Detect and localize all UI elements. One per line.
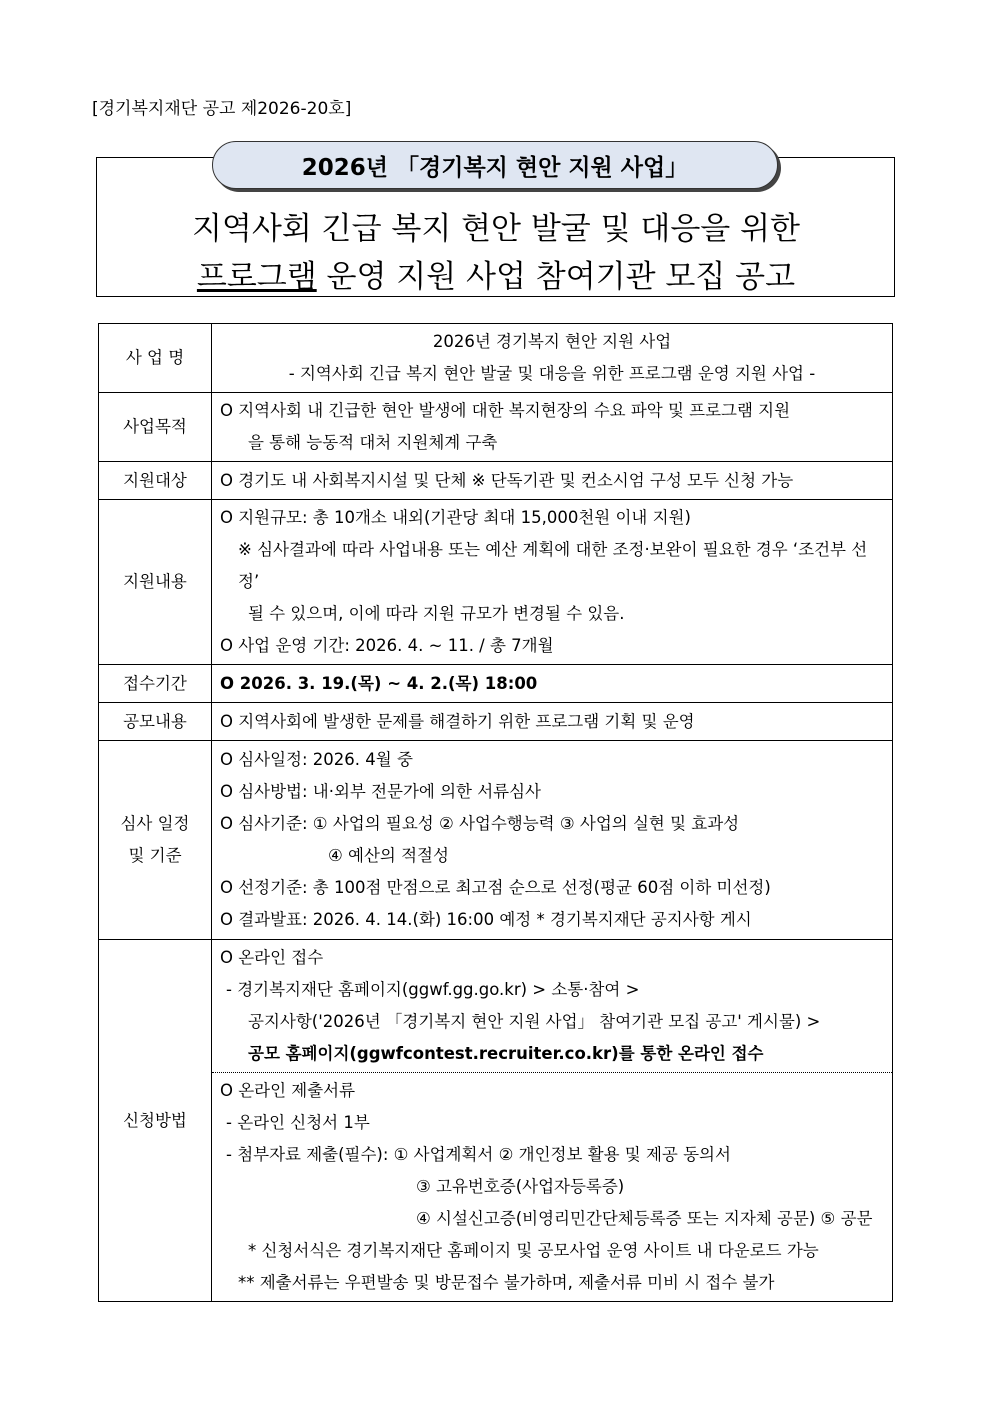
value (212, 324, 893, 393)
label: 사 업 명 (99, 324, 212, 393)
text: - 경기복지재단 홈페이지(ggwf.gg.go.kr) > 소통·참여 > (226, 980, 640, 999)
text: - 온라인 신청서 1부 (226, 1113, 370, 1132)
row-review (99, 741, 893, 940)
row-target (99, 462, 893, 500)
text: O 심사방법: 내·외부 전문가에 의한 서류심사 (220, 782, 541, 801)
text: O 온라인 제출서류 (220, 1081, 356, 1100)
online-submission (212, 940, 892, 1072)
value (212, 393, 893, 462)
row-topic (99, 703, 893, 741)
text: - 지역사회 긴급 복지 현안 발굴 및 대응을 위한 프로그램 운영 지원 사업 - (288, 364, 816, 383)
text: O 지역사회 내 긴급한 현안 발생에 대한 복지현장의 수요 파악 및 프로그램 지원 (220, 401, 791, 420)
label: 공모내용 (99, 703, 212, 741)
row-content (99, 500, 893, 665)
title-line-2 (96, 253, 896, 301)
text: O 결과발표: 2026. 4. 14.(화) 16:00 예정 * 경기복지재단 공지사항 게시 (220, 910, 752, 929)
label: 사업목적 (99, 393, 212, 462)
required-documents (212, 1072, 892, 1301)
label: 신청방법 (99, 940, 212, 1302)
main-title (96, 205, 896, 301)
text: ※ 심사결과에 따라 사업내용 또는 예산 계획에 대한 조정·보완이 필요한 경우 ‘조건부 선정’ (238, 540, 868, 591)
text: ** 제출서류는 우편발송 및 방문접수 불가하며, 제출서류 미비 시 접수 불가 (238, 1273, 775, 1292)
notice-number: [경기복지재단 공고 제2026-20호] (92, 99, 352, 119)
value: O 지역사회에 발생한 문제를 해결하기 위한 프로그램 기획 및 운영 (212, 703, 893, 741)
contest-link-text: 공모 홈페이지(ggwfcontest.recruiter.co.kr)를 통한 온라인 접수 (248, 1044, 764, 1063)
text: O 선정기준: 총 100점 만점으로 최고점 순으로 선정(평균 60점 이하 미선정) (220, 878, 771, 897)
text: 2026년 경기복지 현안 지원 사업 (432, 332, 672, 351)
row-apply (99, 940, 893, 1302)
value: O 경기도 내 사회복지시설 및 단체 ※ 단독기관 및 컨소시엄 구성 모두 신청 가능 (212, 462, 893, 500)
text: 심사 일정 (120, 814, 190, 833)
text: * 신청서식은 경기복지재단 홈페이지 및 공모사업 운영 사이트 내 다운로드 가능 (248, 1241, 819, 1260)
text: ④ 예산의 적절성 (328, 846, 449, 865)
value (212, 741, 893, 940)
value (212, 500, 893, 665)
text: O 심사기준: ① 사업의 필요성 ② 사업수행능력 ③ 사업의 실현 및 효과성 (220, 814, 740, 833)
title-line-1: 지역사회 긴급 복지 현안 발굴 및 대응을 위한 (191, 211, 800, 247)
text: O 심사일정: 2026. 4월 중 (220, 750, 413, 769)
row-purpose (99, 393, 893, 462)
text: 공지사항('2026년 「경기복지 현안 지원 사업」 참여기관 모집 공고' 게시물) > (248, 1012, 821, 1031)
title-underlined: 프로그램 (196, 259, 317, 295)
program-banner: 2026년 「경기복지 현안 지원 사업」 (212, 141, 778, 189)
text: O 온라인 접수 (220, 948, 324, 967)
text: 될 수 있으며, 이에 따라 지원 규모가 변경될 수 있음. (248, 604, 625, 623)
row-project-name (99, 324, 893, 393)
label: 접수기간 (99, 665, 212, 703)
text: 을 통해 능동적 대처 지원체계 구축 (248, 433, 498, 452)
value: O 2026. 3. 19.(목) ~ 4. 2.(목) 18:00 (212, 665, 893, 703)
label: 지원내용 (99, 500, 212, 665)
row-period (99, 665, 893, 703)
text: ④ 시설신고증(비영리민간단체등록증 또는 지자체 공문) ⑤ 공문 (416, 1209, 873, 1228)
value (212, 940, 893, 1302)
label: 지원대상 (99, 462, 212, 500)
label (99, 741, 212, 940)
text: O 지원규모: 총 10개소 내외(기관당 최대 15,000천원 이내 지원) (220, 508, 691, 527)
announcement-table (98, 323, 893, 1302)
text: O 사업 운영 기간: 2026. 4. ~ 11. / 총 7개월 (220, 636, 554, 655)
text: ③ 고유번호증(사업자등록증) (416, 1177, 625, 1196)
text: - 첨부자료 제출(필수): ① 사업계획서 ② 개인정보 활용 및 제공 동의서 (226, 1145, 731, 1164)
text: 및 기준 (128, 846, 182, 865)
title-rest: 운영 지원 사업 참여기관 모집 공고 (316, 259, 796, 295)
